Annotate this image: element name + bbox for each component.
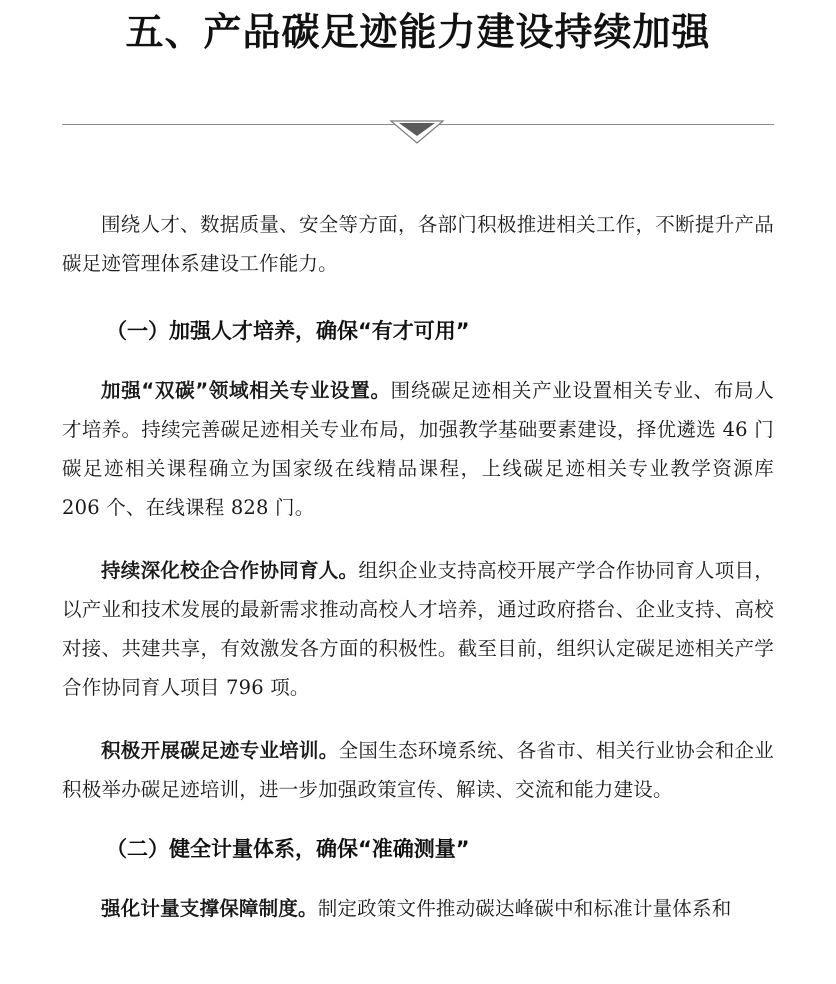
page-title: 五、产品碳足迹能力建设持续加强: [125, 10, 711, 54]
paragraph-training: [62, 731, 774, 809]
paragraph-lead: 强化计量支撑保障制度。: [101, 897, 318, 920]
paragraph-lead: 积极开展碳足迹专业培训。: [101, 739, 339, 762]
paragraph-lead: 加强“双碳”领域相关专业设置。: [101, 379, 391, 402]
paragraph-body: 全国生态环境系统、各省市、相关行业协会和企业积极举办碳足迹培训，进一步加强政策宣传、解读、交流和能力建设。: [62, 739, 774, 801]
paragraph-lead: 持续深化校企合作协同育人。: [101, 559, 359, 582]
paragraph-body: 围绕碳足迹相关产业设置相关专业、布局人才培养。持续完善碳足迹相关专业布局，加强教学基础要素建设，择优遴选 46 门碳足迹相关课程确立为国家级在线精品课程，上线碳足迹相关专业教学资源库 206 个、在线课程 828 门。: [62, 379, 774, 519]
paragraph-school-enterprise: [62, 551, 774, 707]
paragraph-major-setup: [62, 371, 774, 527]
paragraph-metrology-system: [62, 889, 774, 928]
section-heading-metrology: （二）健全计量体系，确保“准确测量”: [106, 837, 470, 861]
section-heading-talent: （一）加强人才培养，确保“有才可用”: [106, 319, 470, 343]
chevron-down-icon: [389, 119, 445, 145]
title-divider: [62, 115, 774, 145]
article-body: [62, 205, 774, 928]
paragraph-body: 制定政策文件推动碳达峰碳中和标准计量体系和: [317, 897, 732, 920]
paragraph-body: 组织企业支持高校开展产学合作协同育人项目，以产业和技术发展的最新需求推动高校人才培养，通过政府搭台、企业支持、高校对接、共建共享，有效激发各方面的积极性。截至目前，组织认定碳足迹相关产学合作协同育人项目 796 项。: [62, 559, 774, 699]
intro-paragraph: 围绕人才、数据质量、安全等方面，各部门积极推进相关工作，不断提升产品碳足迹管理体系建设工作能力。: [62, 213, 774, 275]
